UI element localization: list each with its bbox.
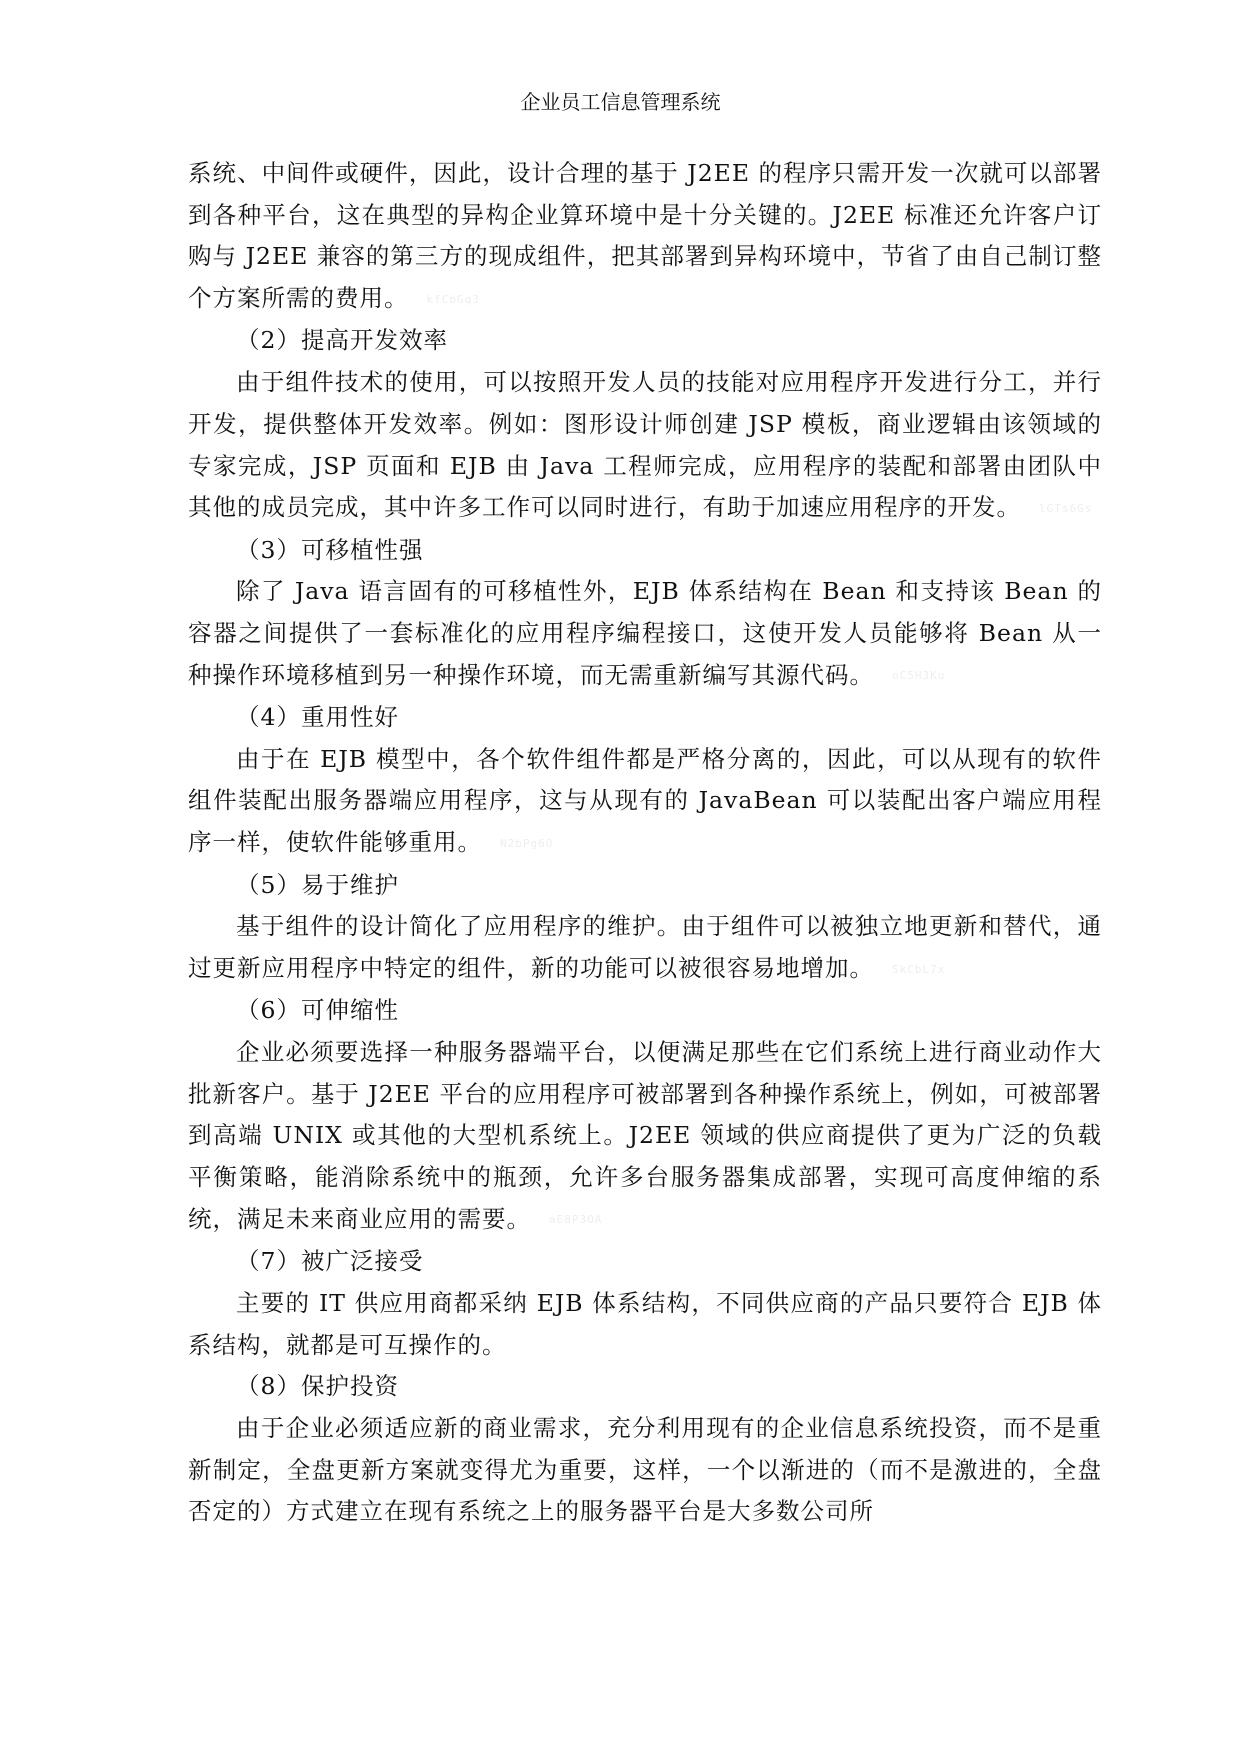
section-heading: （5）易于维护	[236, 870, 399, 899]
paragraph-text: 企业必须要选择一种服务器端平台，以便满足那些在它们系统上进行商业动作大批新客户。基于 J2EE 平台的应用程序可被部署到各种操作系统上，例如，可被部署到高端 UNIX 或其他的大型机系统上。J2EE 领域的供应商提供了更为广泛的负载平衡策略，能消除系统中的瓶颈，允许多台服务器集成部署，实现可高度伸缩的系统，满足未来商业应用的需要。	[188, 1037, 1102, 1233]
paragraph	[188, 906, 1102, 990]
paragraph	[188, 1032, 1102, 1241]
paragraph	[188, 362, 1102, 529]
paragraph-text: 由于在 EJB 模型中，各个软件组件都是严格分离的，因此，可以从现有的软件组件装配出服务器端应用程序，这与从现有的 JavaBean 可以装配出客户端应用程序一样，使软件能够重用。	[188, 744, 1102, 857]
faint-watermark-code: kfCbGq3	[426, 292, 480, 306]
section-heading: （7）被广泛接受	[236, 1247, 424, 1276]
paragraph	[188, 1283, 1102, 1366]
faint-watermark-code: aE8P3OA	[549, 1213, 603, 1227]
paragraph-text: 除了 Java 语言固有的可移植性外，EJB 体系结构在 Bean 和支持该 Bean 的容器之间提供了一套标准化的应用程序编程接口，这使开发人员能够将 Bean 从一种操作环境移植到另一种操作环境，而无需重新编写其源代码。	[188, 577, 1102, 689]
section-heading: （8）保护投资	[236, 1372, 399, 1401]
faint-watermark-code: SkCbL7x	[892, 962, 946, 976]
section-heading: （2）提高开发效率	[236, 326, 448, 355]
paragraph	[188, 571, 1102, 697]
page-header: 企业员工信息管理系统	[520, 90, 721, 114]
section-heading: （3）可移植性强	[236, 535, 424, 564]
document-body	[188, 153, 1102, 1533]
paragraph-text: 系统、中间件或硬件，因此，设计合理的基于 J2EE 的程序只需开发一次就可以部署到各种平台，这在典型的异构企业算环境中是十分关键的。J2EE 标准还允许客户订购与 J2EE 兼容的第三方的现成组件，把其部署到异构环境中，节省了由自己制订整个方案所需的费用。	[188, 159, 1102, 313]
faint-watermark-code: N2bPg6O	[500, 836, 554, 850]
faint-watermark-code: lGTs6Gs	[1039, 501, 1093, 515]
paragraph	[188, 739, 1102, 865]
paragraph-text: 由于企业必须适应新的商业需求，充分利用现有的企业信息系统投资，而不是重新制定，全盘更新方案就变得尤为重要，这样，一个以渐进的（而不是激进的，全盘否定的）方式建立在现有系统之上的服务器平台是大多数公司所	[188, 1413, 1102, 1526]
paragraph-text: 主要的 IT 供应用商都采纳 EJB 体系结构，不同供应商的产品只要符合 EJB 体系结构，就都是可互操作的。	[188, 1288, 1102, 1359]
paragraph-text: 由于组件技术的使用，可以按照开发人员的技能对应用程序开发进行分工，并行开发，提供整体开发效率。例如：图形设计师创建 JSP 模板，商业逻辑由该领域的专家完成，JSP 页面和 EJB 由 Java 工程师完成，应用程序的装配和部署由团队中其他的成员完成，其中许多工作可以同时进行，有助于加速应用程序的开发。	[188, 368, 1102, 522]
faint-watermark-code: oC5H3Ku	[892, 669, 946, 683]
section-heading: （6）可伸缩性	[236, 996, 399, 1025]
paragraph	[188, 1408, 1102, 1533]
section-heading: （4）重用性好	[236, 703, 399, 732]
paragraph	[188, 153, 1102, 320]
paragraph-text: 基于组件的设计简化了应用程序的维护。由于组件可以被独立地更新和替代，通过更新应用程序中特定的组件，新的功能可以被很容易地增加。	[188, 912, 1102, 982]
